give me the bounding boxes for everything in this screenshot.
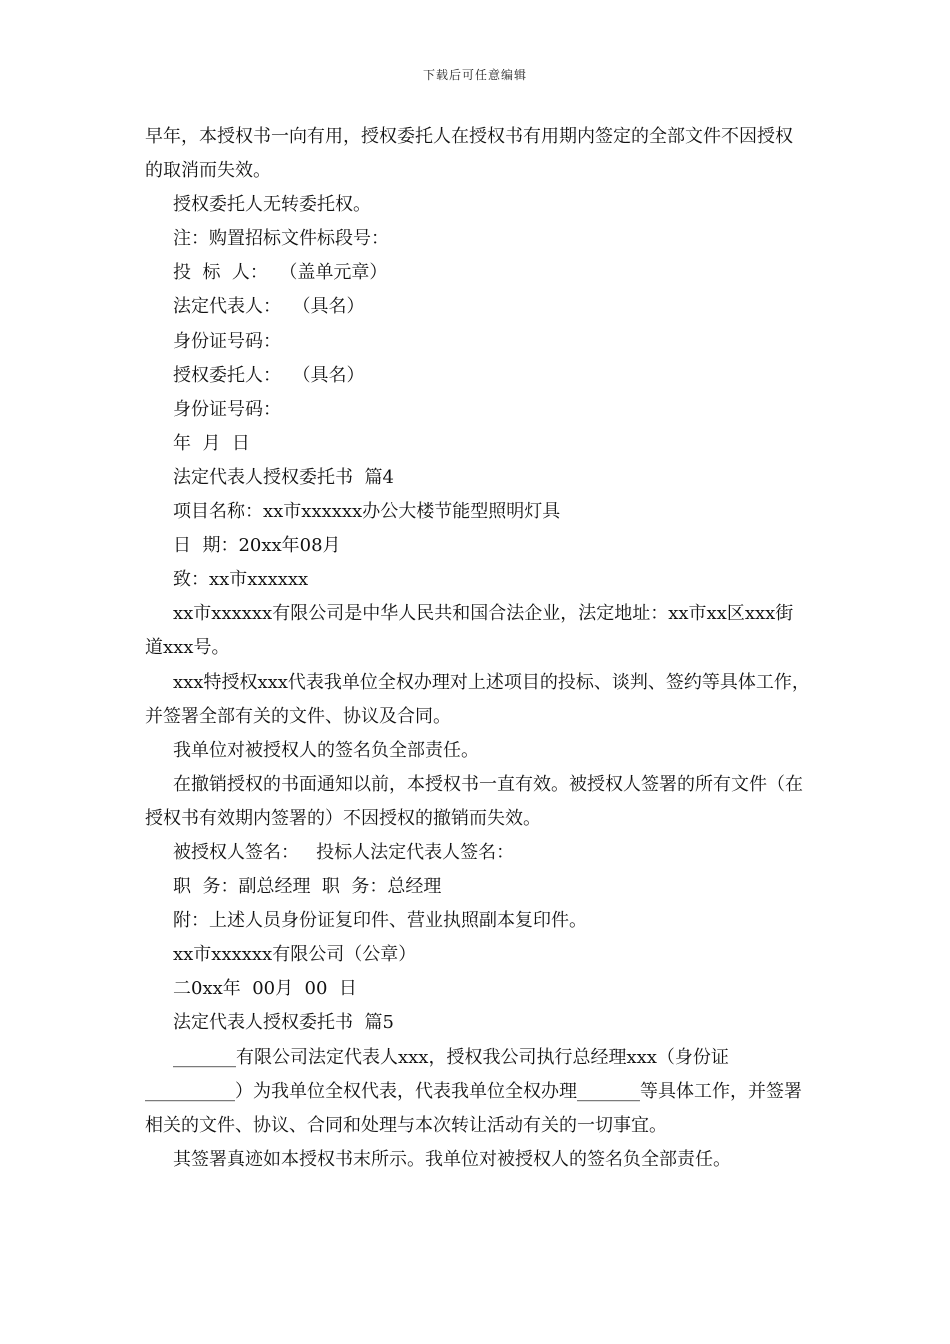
body-paragraph: 我单位对被授权人的签名负全部责任。 xyxy=(173,739,479,761)
body-paragraph: 授权委托人： （具名） xyxy=(173,364,365,386)
body-paragraph: 二0xx年 00月 00 日 xyxy=(173,978,357,1000)
body-paragraph: 身份证号码： xyxy=(173,330,281,352)
body-paragraph: 身份证号码： xyxy=(173,398,281,420)
body-paragraph: xxx特授权xxx代表我单位全权办理对上述项目的投标、谈判、签约等具体工作，并签署全部有关的文件、协议及合同。 xyxy=(145,671,810,727)
body-paragraph: 日 期：20xx年08月 xyxy=(173,535,341,557)
body-paragraph: 投 标 人： （盖单元章） xyxy=(173,262,388,284)
body-paragraph: 法定代表人授权委托书 篇5 xyxy=(173,1012,394,1034)
body-paragraph: _______有限公司法定代表人xxx，授权我公司执行总经理xxx（身份证__________）为我单位全权代表，代表我单位全权办理_______等具体工作，并签署相关的文件、协议、合同和处理与本次转让活动有关的一切事宜。 xyxy=(145,1046,802,1136)
body-paragraph: 被授权人签名： 投标人法定代表人签名： xyxy=(173,841,515,863)
body-paragraph: 致：xx市xxxxxx xyxy=(173,569,309,591)
body-paragraph: xx市xxxxxx有限公司是中华人民共和国合法企业，法定地址：xx市xx区xxx街道xxx号。 xyxy=(145,603,794,659)
body-paragraph: 附：上述人员身份证复印件、营业执照副本复印件。 xyxy=(173,910,587,932)
body-paragraph: 早年，本授权书一向有用，授权委托人在授权书有用期内签定的全部文件不因授权的取消而失效。 xyxy=(145,126,793,182)
body-paragraph: 年 月 日 xyxy=(173,432,250,454)
body-paragraph: 职 务：副总经理 职 务：总经理 xyxy=(173,876,442,898)
body-paragraph: 授权委托人无转委托权。 xyxy=(173,194,371,216)
body-paragraph: 法定代表人授权委托书 篇4 xyxy=(173,466,394,488)
body-paragraph: 注：购置招标文件标段号： xyxy=(173,228,389,250)
body-paragraph: 在撤销授权的书面通知以前，本授权书一直有效。被授权人签署的所有文件（在授权书有效期内签署的）不因授权的撤销而失效。 xyxy=(145,773,803,829)
document-body xyxy=(145,120,810,1177)
body-paragraph: 其签署真迹如本授权书末所示。我单位对被授权人的签名负全部责任。 xyxy=(173,1148,731,1170)
header-note: 下载后可任意编辑 xyxy=(422,68,527,82)
body-paragraph: 项目名称：xx市xxxxxx办公大楼节能型照明灯具 xyxy=(173,501,561,523)
body-paragraph: 法定代表人： （具名） xyxy=(173,296,365,318)
body-paragraph: xx市xxxxxx有限公司（公章） xyxy=(173,944,417,966)
